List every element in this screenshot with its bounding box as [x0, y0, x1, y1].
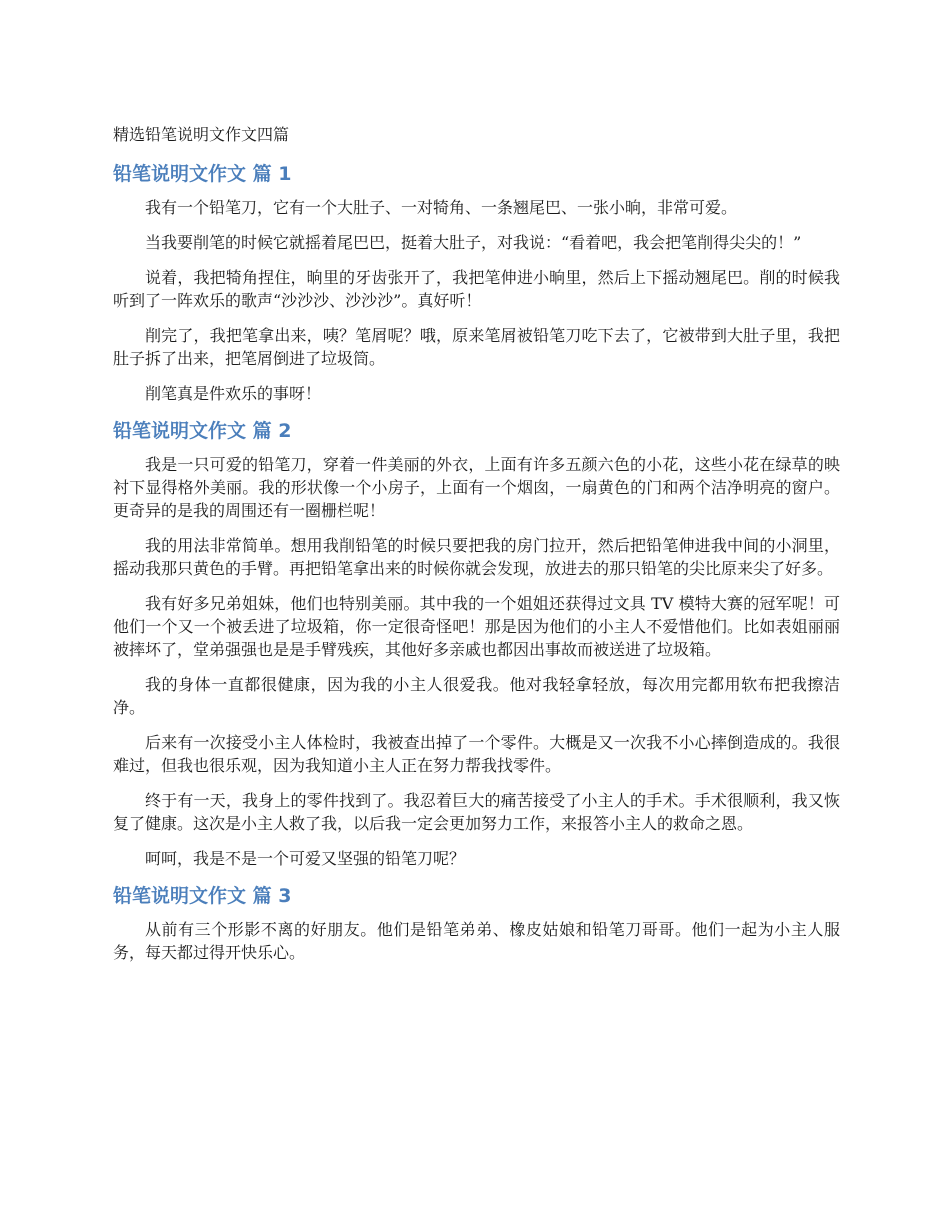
document-title: 精选铅笔说明文作文四篇 [113, 125, 290, 144]
paragraph: 终于有一天，我身上的零件找到了。我忍着巨大的痛苦接受了小主人的手术。手术很顺利，我又恢复了健康。这次是小主人救了我，以后我一定会更加努力工作，来报答小主人的救命之恩。 [113, 791, 840, 833]
section-heading: 铅笔说明文作文 篇 1 [113, 163, 292, 185]
section-heading: 铅笔说明文作文 篇 2 [113, 420, 292, 442]
section-heading: 铅笔说明文作文 篇 3 [113, 885, 292, 907]
paragraph: 削笔真是件欢乐的事呀！ [145, 384, 322, 403]
essay-section-2 [113, 417, 840, 870]
paragraph: 我是一只可爱的铅笔刀，穿着一件美丽的外衣，上面有许多五颜六色的小花，这些小花在绿草的映衬下显得格外美丽。我的形状像一个小房子，上面有一个烟囱，一扇黄色的门和两个洁净明亮的窗户。更奇异的是我的周围还有一圈栅栏呢！ [113, 455, 840, 520]
paragraph: 我的身体一直都很健康，因为我的小主人很爱我。他对我轻拿轻放，每次用完都用软布把我擦洁净。 [113, 675, 840, 717]
paragraph: 我有好多兄弟姐妹，他们也特别美丽。其中我的一个姐姐还获得过文具 TV 模特大赛的冠军呢！可他们一个又一个被丢进了垃圾箱，你一定很奇怪吧！那是因为他们的小主人不爱惜他们。比如表姐丽丽被摔坏了，堂弟强强也是是手臂残疾，其他好多亲戚也都因出事故而被送进了垃圾箱。 [113, 594, 840, 659]
paragraph: 后来有一次接受小主人体检时，我被查出掉了一个零件。大概是又一次我不小心摔倒造成的。我很难过，但我也很乐观，因为我知道小主人正在努力帮我找零件。 [113, 733, 840, 775]
paragraph: 呵呵，我是不是一个可爱又坚强的铅笔刀呢？ [145, 849, 466, 868]
paragraph: 从前有三个形影不离的好朋友。他们是铅笔弟弟、橡皮姑娘和铅笔刀哥哥。他们一起为小主人服务，每天都过得开快乐心。 [113, 920, 840, 962]
essay-section-1 [113, 160, 840, 405]
paragraph: 削完了，我把笔拿出来，咦？笔屑呢？哦，原来笔屑被铅笔刀吃下去了，它被带到大肚子里，我把肚子拆了出来，把笔屑倒进了垃圾筒。 [113, 326, 840, 368]
paragraph: 我的用法非常简单。想用我削铅笔的时候只要把我的房门拉开，然后把铅笔伸进我中间的小洞里，摇动我那只黄色的手臂。再把铅笔拿出来的时候你就会发现，放进去的那只铅笔的尖比原来尖了好多。 [113, 536, 840, 578]
essay-section-3 [113, 882, 840, 964]
paragraph: 说着，我把犄角捏住，晌里的牙齿张开了，我把笔伸进小晌里，然后上下摇动翘尾巴。削的时候我听到了一阵欢乐的歌声“沙沙沙、沙沙沙”。真好听！ [113, 268, 840, 310]
paragraph: 当我要削笔的时候它就摇着尾巴巴，挺着大肚子，对我说：“看着吧，我会把笔削得尖尖的！” [145, 233, 802, 252]
paragraph: 我有一个铅笔刀，它有一个大肚子、一对犄角、一条翘尾巴、一张小晌，非常可爱。 [145, 198, 738, 217]
document-page [113, 122, 840, 976]
